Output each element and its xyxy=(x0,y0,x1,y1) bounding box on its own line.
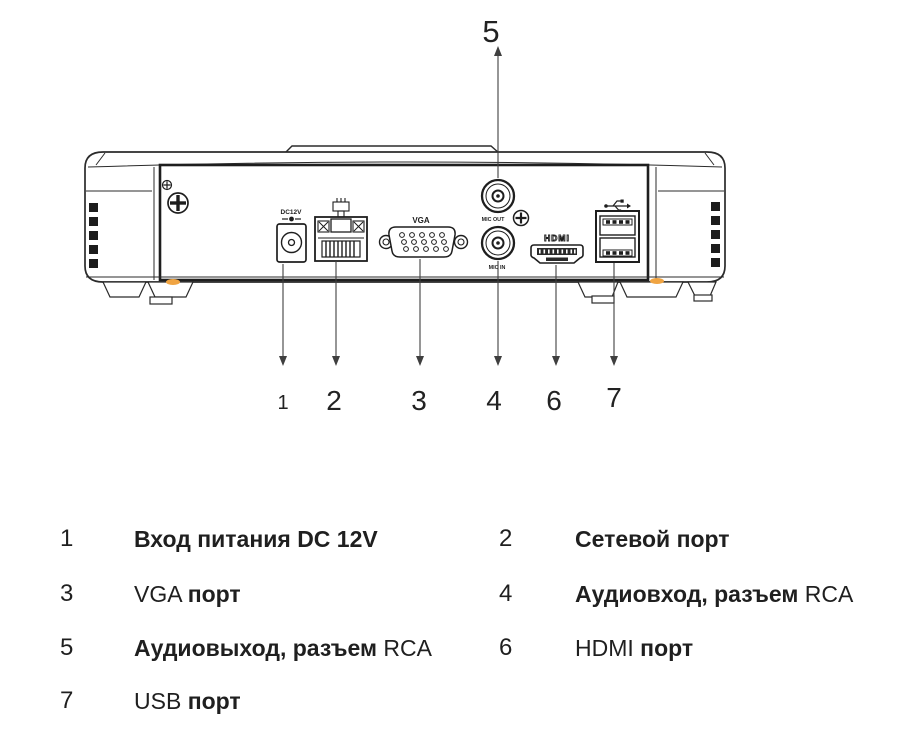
legend-item-6-pre: HDMI xyxy=(575,635,641,661)
legend-item-1-number: 1 xyxy=(60,525,74,552)
callout-number-7: 7 xyxy=(606,382,622,413)
panel-screw-icon xyxy=(514,211,529,226)
legend-item-4-post: RCA xyxy=(798,581,854,607)
device-feet xyxy=(103,282,716,304)
vga-port-label: VGA xyxy=(412,216,430,225)
legend-item-5-label xyxy=(134,635,432,662)
legend-item-2-number: 2 xyxy=(499,525,513,552)
legend-item-3-pre: VGA xyxy=(134,581,188,607)
legend-item-7-pre: USB xyxy=(134,688,188,714)
power-port-label: DC12V xyxy=(280,209,302,216)
legend-item-5-number: 5 xyxy=(60,634,74,661)
legend-item-6-number: 6 xyxy=(499,634,513,661)
legend-item-6-label xyxy=(575,635,693,662)
mic-out-label: MIC OUT xyxy=(481,217,505,223)
legend-item-6-bold: порт xyxy=(640,635,694,661)
hdmi-logo-label: HDMI xyxy=(544,233,570,243)
callout-number-1: 1 xyxy=(277,392,289,414)
callout-number-4: 4 xyxy=(486,385,502,416)
legend-item-4-label xyxy=(575,581,853,608)
foot-accent-right xyxy=(650,278,664,284)
legend-item-1-label xyxy=(134,526,378,553)
legend-item-4-bold: Аудиовход, разъем xyxy=(575,581,799,607)
legend-item-3-number: 3 xyxy=(60,580,74,607)
legend-item-5-post: RCA xyxy=(377,635,432,661)
callout-number-2: 2 xyxy=(326,385,342,416)
legend-item-3-bold: порт xyxy=(187,581,241,607)
top-callout-number: 5 xyxy=(482,14,500,49)
legend-item-1-bold: Вход питания DC 12V xyxy=(134,526,378,552)
legend-item-5-bold: Аудиовыход, разъем xyxy=(134,635,377,661)
legend-item-7-label xyxy=(134,688,241,715)
callout-number-3: 3 xyxy=(411,385,427,416)
mic-in-label: MIC IN xyxy=(488,265,506,271)
legend-item-2-label xyxy=(575,526,730,553)
legend-item-7-number: 7 xyxy=(60,687,74,714)
legend-item-3-label xyxy=(134,581,241,608)
legend-item-4-number: 4 xyxy=(499,580,513,607)
legend-item-2-bold: Сетевой порт xyxy=(575,526,730,552)
callout-number-6: 6 xyxy=(546,385,562,416)
foot-accent-left xyxy=(166,279,180,285)
legend-item-7-bold: порт xyxy=(187,688,241,714)
